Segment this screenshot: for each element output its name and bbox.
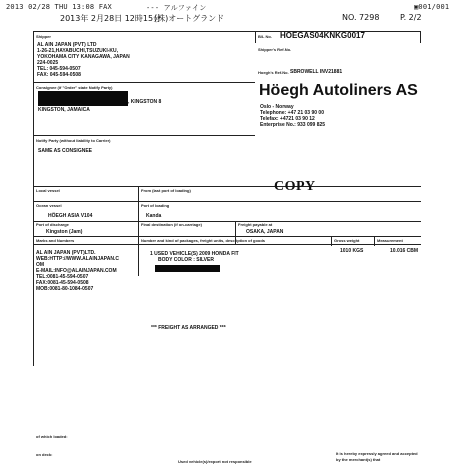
ocean-row-divider bbox=[33, 221, 421, 222]
fax-company: (株)オートグランド bbox=[154, 14, 225, 23]
port-loading-value: Kanda bbox=[146, 213, 162, 219]
fax-timestamp: 2013 02/28 THU 13:08 FAX bbox=[6, 3, 112, 11]
ocean-vessel-value: HÖEGH ASIA V104 bbox=[48, 213, 93, 219]
port-discharge-label: Port of discharge bbox=[36, 222, 69, 227]
marks-line: FAX:0081-45-594-0508 bbox=[36, 280, 89, 286]
weight-col-divider bbox=[331, 236, 332, 246]
goods-header-divider bbox=[33, 244, 421, 245]
shipping-marks bbox=[36, 250, 119, 292]
measurement-value: 10.016 CBM bbox=[390, 248, 419, 254]
fax-page: P. 2/2 bbox=[400, 13, 422, 22]
from-port-label: From (last port of loading) bbox=[141, 188, 191, 193]
carrier-enterprise: Enterprise No.: 933 099 825 bbox=[260, 122, 326, 128]
bl-no-label: B/L No. bbox=[258, 34, 272, 39]
shipper-line: YOKOHAMA CITY KANAGAWA, JAPAN bbox=[37, 54, 130, 60]
hoegh-ref-value: SBROWELL INV21881 bbox=[290, 69, 343, 75]
fax-page-counter: ▣001/001 bbox=[414, 3, 450, 11]
gross-weight-label: Gross weight bbox=[334, 238, 360, 243]
marks-line: TEL:0081-45-594-0507 bbox=[36, 274, 89, 280]
chassis-redaction bbox=[155, 265, 220, 272]
final-destination-label: Final destination (if on-carriage) bbox=[141, 222, 202, 227]
goods-description-label: Number and kind of packages, freight units, description of goods bbox=[141, 238, 266, 243]
shipper-line: FAX: 045-594-0508 bbox=[37, 72, 81, 78]
shipper-line: AL AIN JAPAN (PVT) LTD bbox=[37, 42, 97, 48]
shipper-address bbox=[37, 42, 130, 78]
local-vessel-label: Local vessel bbox=[36, 188, 60, 193]
gross-weight-value: 1010 KGS bbox=[340, 248, 364, 254]
terms-line-1: It is hereby expressly agreed and accepted bbox=[336, 451, 418, 456]
consignee-line-2: KINGSTON, JAMAICA bbox=[38, 107, 90, 113]
goods-line: 1 USED VEHICLE(S) 2009 HONDA FIT bbox=[150, 251, 239, 257]
fax-number: NO. 7298 bbox=[342, 13, 380, 22]
goods-description bbox=[150, 251, 239, 263]
shipper-line: 224-0025 bbox=[37, 60, 59, 66]
marks-line: WEB:HTTP://WWW.ALAINJAPAN.C bbox=[36, 256, 119, 262]
fax-date: 2013年 2月28日 12時15分 bbox=[60, 14, 162, 23]
consignee-redaction bbox=[38, 91, 128, 106]
copy-stamp: COPY bbox=[274, 179, 316, 194]
port-discharge-value: Kingston (Jam) bbox=[46, 229, 83, 235]
on-deck-label: on deck: bbox=[36, 452, 53, 457]
consignee-line-1: , KINGSTON 8 bbox=[128, 99, 162, 105]
measurement-label: Measurement bbox=[377, 238, 403, 243]
shipper-line: TEL: 045-594-0507 bbox=[37, 66, 81, 72]
terms-line-2: by the merchant(s) that bbox=[336, 457, 381, 462]
notify-bottom-divider bbox=[33, 186, 421, 187]
goods-line: BODY COLOR : SILVER bbox=[158, 257, 214, 263]
fax-sender: --- アルファイン bbox=[146, 4, 207, 12]
carrier-telefax: Telefax: +4721 03 90 12 bbox=[260, 116, 315, 122]
marks-line: AL AIN JAPAN (PVT)LTD. bbox=[36, 250, 96, 256]
freight-payable-value: OSAKA, JAPAN bbox=[246, 229, 284, 235]
marks-col-divider bbox=[138, 244, 139, 276]
form-right-border bbox=[420, 31, 421, 43]
shipper-ref-label: Shipper's Ref.No. bbox=[258, 47, 292, 52]
carrier-contact bbox=[260, 104, 325, 128]
shipper-line: 1-26-21,HAYABUCHI,TSUZUKI-KU, bbox=[37, 48, 119, 54]
vessel-row-divider bbox=[33, 201, 421, 202]
freight-arranged-note: *** FREIGHT AS ARRANGED *** bbox=[151, 325, 226, 331]
ocean-vessel-label: Ocean vessel bbox=[36, 203, 62, 208]
used-vehicle-note: Used vehicle(s)/export not responsible bbox=[178, 459, 252, 464]
fax-page-icon: ▣ bbox=[414, 3, 419, 11]
bl-no-value: HOEGAS04KNKG0017 bbox=[280, 31, 365, 40]
notify-value: SAME AS CONSIGNEE bbox=[38, 148, 92, 154]
carrier-name: Höegh Autoliners AS bbox=[259, 82, 418, 99]
port-loading-label: Port of loading bbox=[141, 203, 170, 208]
hoegh-ref-label: Hoegh's Ref.No. bbox=[258, 70, 289, 75]
shipper-bottom-divider bbox=[33, 82, 255, 83]
discharge-row-divider bbox=[33, 236, 421, 237]
form-mid-divider-top bbox=[255, 31, 256, 43]
marks-line: MOB:0081-80-1084-0507 bbox=[36, 286, 94, 292]
marks-label: Marks and Numbers bbox=[36, 238, 75, 243]
carrier-telephone: Telephone: +47 21 03 90 00 bbox=[260, 110, 324, 116]
notify-label: Notify Party (without liability to Carrier) bbox=[36, 138, 111, 143]
consignee-bottom-divider bbox=[33, 135, 255, 136]
vessel-col-divider bbox=[138, 186, 139, 244]
marks-line: E-MAIL:INFO@ALAINJAPAN.COM bbox=[36, 268, 117, 274]
measure-col-divider bbox=[374, 236, 375, 246]
consignee-label: Consignee (if "Order" state Notify Party) bbox=[36, 85, 113, 90]
shipper-label: Shipper bbox=[36, 34, 51, 39]
carrier-city: Oslo - Norway bbox=[260, 104, 294, 110]
freight-payable-label: Freight payable at bbox=[238, 222, 273, 227]
marks-line: OM bbox=[36, 262, 45, 268]
of-which-loaded-label: of which loaded: bbox=[36, 434, 68, 439]
